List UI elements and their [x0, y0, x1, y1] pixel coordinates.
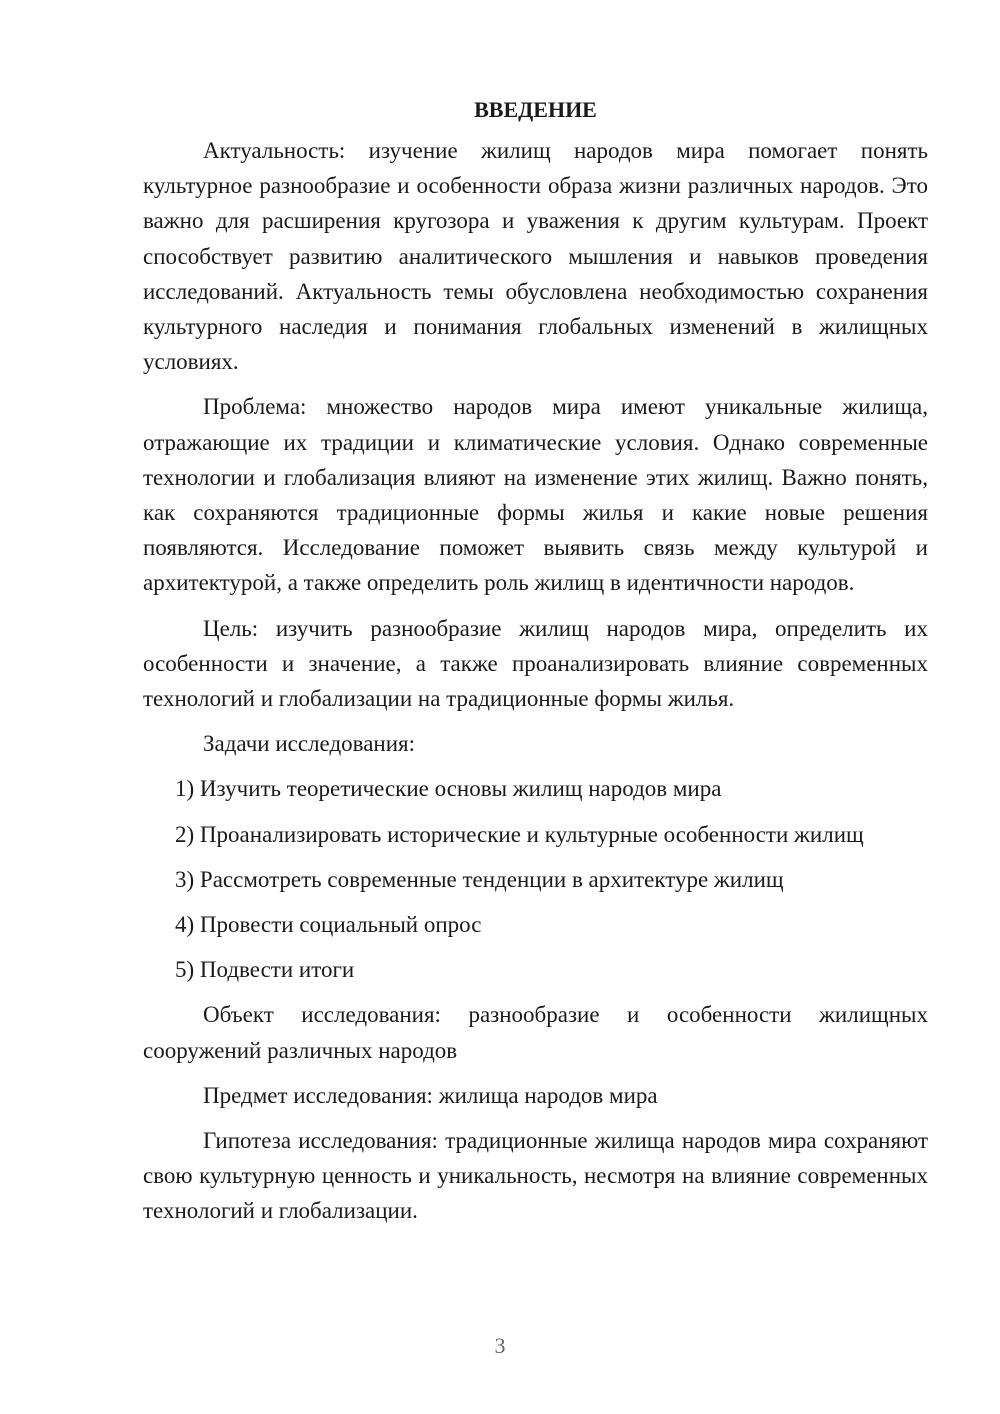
page-number: 3 — [494, 1333, 506, 1358]
subject-paragraph: Предмет исследования: жилища народов мира — [203, 1082, 658, 1108]
task-item: 5) Подвести итоги — [175, 957, 355, 983]
section-heading: ВВЕДЕНИЕ — [474, 97, 597, 122]
task-item: 1) Изучить теоретические основы жилищ народов мира — [175, 776, 722, 802]
hypothesis-paragraph: Гипотеза исследования: традиционные жилища народов мира сохраняют свою культурную ценность и уникальность, несмотря на влияние современных технологий и глобализации. — [143, 1128, 928, 1224]
goal-paragraph: Цель: изучить разнообразие жилищ народов мира, определить их особенности и значение, а также проанализировать влияние современных технологий и глобализации на традиционные формы жилья. — [143, 615, 928, 712]
page-content — [143, 92, 928, 1239]
problem-paragraph: Проблема: множество народов мира имеют уникальные жилища, отражающие их традиции и климатические условия. Однако современные технологии и глобализация влияют на изменение этих жилищ. Важно понять, как сохраняются традиционные формы жилья и какие новые решения появляются. Исследование поможет выявить связь между культурой и архитектурой, а также определить роль жилищ в идентичности народов. — [143, 394, 928, 596]
tasks-title: Задачи исследования: — [203, 731, 416, 757]
relevance-paragraph: Актуальность: изучение жилищ народов мира помогает понять культурное разнообразие и особенности образа жизни различных народов. Это важно для расширения кругозора и уважения к другим культурам. Проект способствует развитию аналитического мышления и навыков проведения исследований. Актуальность темы обусловлена необходимостью сохранения культурного наследия и понимания глобальных изменений в жилищных условиях. — [143, 138, 928, 375]
tasks-list — [143, 771, 928, 987]
task-item: 4) Провести социальный опрос — [175, 912, 482, 938]
task-item: 3) Рассмотреть современные тенденции в архитектуре жилищ — [175, 866, 784, 892]
object-paragraph: Объект исследования: разнообразие и особенности жилищных сооружений различных народов — [143, 1002, 928, 1063]
task-item: 2) Проанализировать исторические и культурные особенности жилищ — [175, 821, 864, 847]
